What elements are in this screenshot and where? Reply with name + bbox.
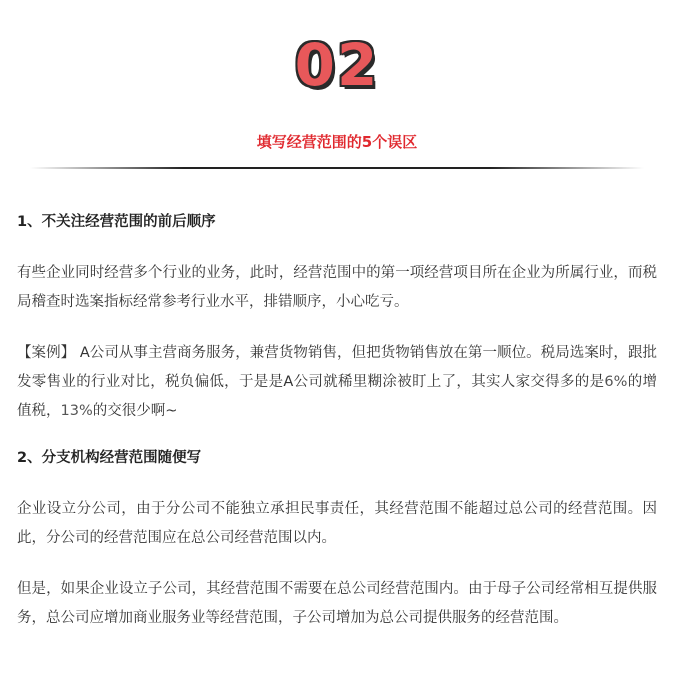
item-1-paragraph: 有些企业同时经营多个行业的业务，此时，经营范围中的第一项经营项目所在企业为所属行业，而税局稽查时选案指标经常参考行业水平，排错顺序，小心吃亏。 [17,265,657,310]
section-title: 填写经营范围的5个误区 [256,133,418,151]
case-text-suffix: 的交很少啊~ [92,403,178,419]
divider [30,167,644,169]
vat-rate-2: 13% [60,403,93,419]
case-text-mid: 的增值税， [17,374,658,419]
item-2-paragraph-1: 企业设立分公司，由于分公司不能独立承担民事责任，其经营范围不能超过总公司的经营范围。因此，分公司的经营范围应在总公司经营范围以内。 [17,501,657,546]
item-2-paragraph-2: 但是，如果企业设立子公司，其经营范围不需要在总公司经营范围内。由于母子公司经常相互提供服务，总公司应增加商业服务业等经营范围，子公司增加为总公司提供服务的经营范围。 [17,581,657,626]
article-body [17,208,657,655]
item-1-heading: 1、不关注经营范围的前后顺序 [17,214,216,230]
vat-rate-1: 6% [604,374,628,390]
section-number: 02 [294,31,380,99]
case-text-prefix: 【案例】 A公司从事主营商务服务，兼营货物销售，但把货物销售放在第一顺位。税局选案时，跟批发零售业的行业对比，税负偏低，于是是A公司就稀里糊涂被盯上了，其实人家交得多的是 [17,345,657,390]
item-1-case [17,339,657,426]
item-2-heading: 2、分支机构经营范围随便写 [17,450,202,466]
